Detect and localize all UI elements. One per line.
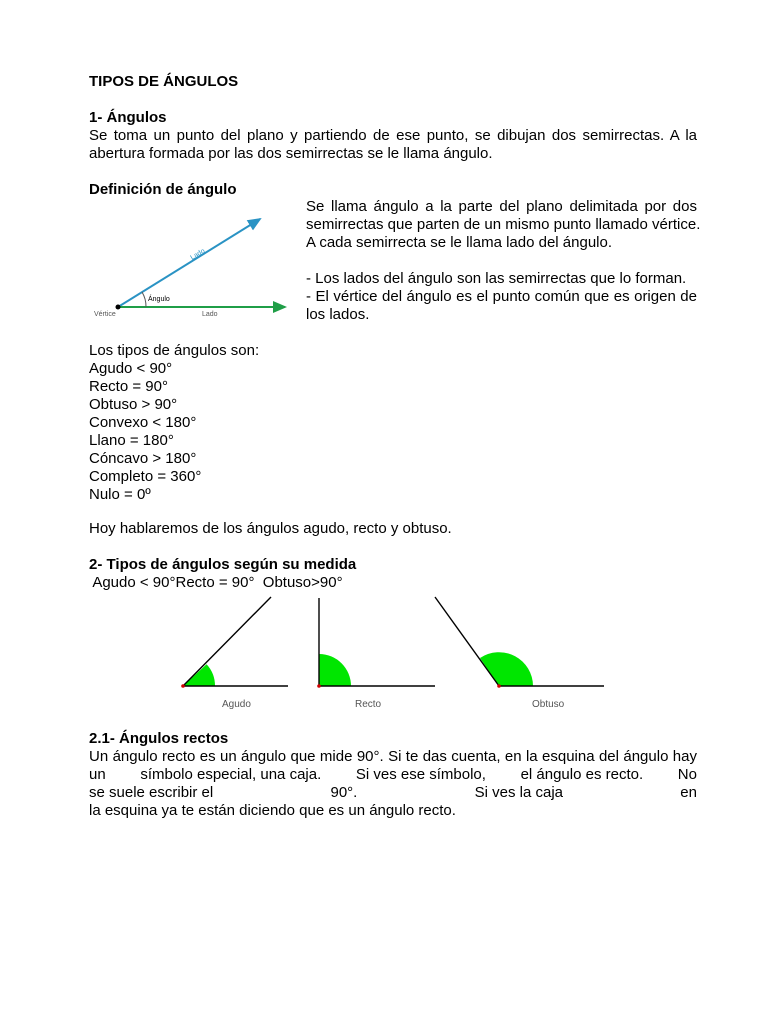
line-segment: 90°. <box>330 784 358 801</box>
type-item: Cóncavo > 180° <box>89 450 197 467</box>
type-item: Completo = 360° <box>89 468 202 485</box>
definition-text-line-3: A cada semirrecta se le llama lado del ángulo. <box>306 234 613 251</box>
section-21-line-3 <box>89 784 697 802</box>
label-lado-bottom: Lado <box>202 311 218 318</box>
type-item: Recto = 90° <box>89 378 168 395</box>
line-segment: el ángulo es recto. <box>520 766 644 783</box>
definition-text-line-1: Se llama ángulo a la parte del plano delimitada por dos <box>306 198 697 215</box>
section-21-line-1: Un ángulo recto es un ángulo que mide 90°. Si te das cuenta, en la esquina del ángulo hay <box>89 748 697 765</box>
obtuse-angle-fill <box>480 652 533 686</box>
section-21-line-4: la esquina ya te están diciendo que es un ángulo recto. <box>89 802 456 819</box>
line-segment: símbolo especial, una caja. <box>140 766 322 783</box>
line-segment: Si ves la caja <box>474 784 564 801</box>
section-21-line-2 <box>89 766 697 784</box>
obtuse-vertex <box>497 684 501 688</box>
label-obtuso: Obtuso <box>532 699 565 710</box>
line-segment: se suele escribir el <box>89 784 214 801</box>
definition-heading: Definición de ángulo <box>89 181 237 198</box>
definition-text-line-5: - El vértice del ángulo es el punto común que es origen de <box>306 288 697 305</box>
types-intro: Los tipos de ángulos son: <box>89 342 260 359</box>
acute-angle-ray <box>183 597 271 686</box>
section-1-paragraph-line-1: Se toma un punto del plano y partiendo de ese punto, se dibujan dos semirrectas. A la <box>89 127 697 144</box>
line-segment: Si ves ese símbolo, <box>355 766 486 783</box>
section-1-heading: 1- Ángulos <box>89 109 167 126</box>
section-1-paragraph-line-2: abertura formada por las dos semirrectas se le llama ángulo. <box>89 145 493 162</box>
blue-ray <box>118 219 260 307</box>
acute-angle-fill <box>183 664 215 686</box>
angle-definition-figure <box>80 205 300 325</box>
definition-text-line-4: - Los lados del ángulo son las semirrectas que lo forman. <box>306 270 687 287</box>
type-item: Convexo < 180° <box>89 414 197 431</box>
right-angle-fill <box>319 654 351 686</box>
label-lado-top: Lado <box>189 247 207 262</box>
type-item: Agudo < 90° <box>89 360 173 377</box>
label-agudo: Agudo <box>222 699 251 710</box>
definition-text-line-2: semirrectas que parten de un mismo punto llamado vértice. <box>306 216 701 233</box>
section-2-heading: 2- Tipos de ángulos según su medida <box>89 556 357 573</box>
angle-types-figure <box>170 590 620 715</box>
section-2-subline: Agudo < 90°Recto = 90° Obtuso>90° <box>89 574 343 591</box>
angle-arc <box>142 292 146 307</box>
line-segment: en <box>680 784 697 801</box>
type-item: Nulo = 0º <box>89 486 151 503</box>
obtuse-angle-ray <box>435 597 499 686</box>
definition-text-line-6: los lados. <box>306 306 370 323</box>
type-item: Obtuso > 90° <box>89 396 178 413</box>
line-segment: un <box>89 766 106 783</box>
right-vertex <box>317 684 321 688</box>
type-item: Llano = 180° <box>89 432 174 449</box>
label-vertice: Vértice <box>94 311 116 318</box>
label-angulo: Ángulo <box>148 296 170 303</box>
acute-vertex <box>181 684 185 688</box>
today-text: Hoy hablaremos de los ángulos agudo, recto y obtuso. <box>89 520 452 537</box>
page-title: TIPOS DE ÁNGULOS <box>89 73 239 90</box>
line-segment: No <box>677 766 697 783</box>
label-recto: Recto <box>355 699 382 710</box>
section-21-heading: 2.1- Ángulos rectos <box>89 730 229 747</box>
vertex-point <box>116 305 121 310</box>
